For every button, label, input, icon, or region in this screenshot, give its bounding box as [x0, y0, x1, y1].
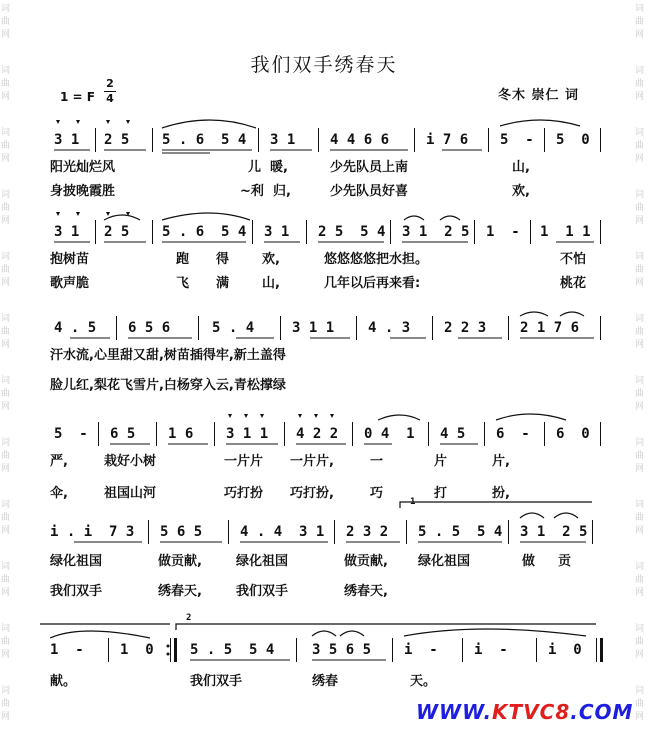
watermark-char: 网 — [635, 402, 645, 412]
lyric: 几年以后再来看: — [324, 276, 421, 291]
watermark-char: 曲 — [635, 389, 645, 399]
lyric-line — [0, 376, 648, 396]
watermark-char: 曲 — [635, 451, 645, 461]
measure: 3 1 2 5 — [402, 224, 470, 240]
lyric: 跑 — [176, 252, 190, 267]
lyric-line — [0, 484, 648, 504]
lyric: 飞 — [176, 276, 190, 291]
lyric: 做贡献, — [158, 554, 202, 569]
watermark-char: 词 — [635, 66, 645, 76]
lyric: ~利 归, — [240, 184, 291, 199]
lyric-line — [0, 182, 648, 202]
measure: 3 1 1 — [292, 320, 335, 336]
lyric: 我们双手 — [236, 584, 289, 599]
lyric: 巧 — [370, 486, 384, 501]
measure: 3 1 — [270, 132, 296, 148]
logo-www: WWW. — [416, 700, 493, 724]
lyric: 悠悠悠悠把水担。 — [324, 252, 429, 267]
watermark-char: 曲 — [1, 203, 11, 213]
measure: i - — [404, 642, 438, 658]
watermark-char: 网 — [1, 30, 11, 40]
watermark-char: 曲 — [1, 17, 11, 27]
notation-row — [0, 522, 648, 542]
watermark-char: 网 — [635, 588, 645, 598]
measure: 1 - — [486, 224, 520, 240]
lyric: 汗水流,心里甜又甜,树苗插得牢,新土盖得 — [50, 348, 286, 363]
watermark-char: 网 — [1, 650, 11, 660]
watermark-right — [634, 0, 648, 748]
lyric: 严, — [50, 454, 68, 469]
watermark-char: 词 — [635, 4, 645, 14]
lyric: 少先队员好喜 — [330, 184, 409, 199]
watermark-char: 网 — [635, 340, 645, 350]
measure: 3 1 — [54, 224, 80, 240]
watermark-char: 网 — [635, 526, 645, 536]
lyric: 绿化祖国 — [418, 554, 471, 569]
watermark-char: 词 — [635, 314, 645, 324]
watermark-char: 网 — [635, 216, 645, 226]
watermark-char: 曲 — [635, 203, 645, 213]
measure: 2 5 — [104, 224, 130, 240]
lyric: 歌声脆 — [50, 276, 90, 291]
watermark-char: 词 — [1, 252, 11, 262]
lyric: 脸儿红,梨花飞雪片,白杨穿入云,青松撑绿 — [50, 378, 286, 393]
watermark-char: 词 — [635, 252, 645, 262]
measure: 5 . 5 5 4 — [190, 642, 275, 658]
measure: 4 . 3 — [368, 320, 411, 336]
lyric: 山, — [512, 160, 530, 175]
lyric: 一片片 — [224, 454, 264, 469]
watermark-char: 曲 — [635, 17, 645, 27]
watermark-char: 词 — [635, 562, 645, 572]
lyric: 伞, — [50, 486, 68, 501]
lyric: 不怕 — [560, 252, 587, 267]
watermark-char: 曲 — [1, 141, 11, 151]
watermark-char: 网 — [1, 154, 11, 164]
measure: 3 5 6 5 — [312, 642, 372, 658]
lyric: 绿化祖国 — [236, 554, 289, 569]
measure: 6 - — [496, 426, 530, 442]
measure: 1 1 1 — [540, 224, 591, 240]
lyric: 献。 — [50, 674, 77, 689]
lyric: 儿 暖, — [248, 160, 288, 175]
watermark-left — [0, 0, 14, 748]
watermark-char: 词 — [1, 128, 11, 138]
lyric: 抱树苗 — [50, 252, 90, 267]
watermark-char: 词 — [1, 500, 11, 510]
measure: 5 . 6 5 4 — [162, 132, 247, 148]
lyric-line — [0, 452, 648, 472]
watermark-char: 网 — [635, 154, 645, 164]
watermark-char: 网 — [635, 650, 645, 660]
measure: 6 5 — [110, 426, 136, 442]
measure: 3 1 1 — [226, 426, 269, 442]
measure: 5 . 5 5 4 — [418, 524, 503, 540]
watermark-char: 网 — [1, 526, 11, 536]
lyric: 桃花 — [560, 276, 587, 291]
measure: 3 1 — [54, 132, 80, 148]
site-logo — [416, 700, 633, 724]
watermark-char: 词 — [1, 686, 11, 696]
watermark-char: 网 — [635, 712, 645, 722]
measure: 2 1 7 6 — [520, 320, 580, 336]
lyric: 一 — [370, 454, 384, 469]
notation-row — [0, 130, 648, 150]
watermark-char: 曲 — [1, 79, 11, 89]
notation-row — [0, 318, 648, 338]
lyricist: 冬木 崇仁 词 — [498, 88, 580, 103]
measure: 6 5 6 — [128, 320, 171, 336]
measure: i - — [474, 642, 508, 658]
watermark-char: 曲 — [635, 699, 645, 709]
measure: 4 4 6 6 — [330, 132, 390, 148]
watermark-char: 曲 — [1, 513, 11, 523]
watermark-char: 词 — [1, 624, 11, 634]
watermark-char: 网 — [635, 30, 645, 40]
lyric: 巧打扮 — [224, 486, 264, 501]
lyric: 绣春天, — [344, 584, 388, 599]
logo-com: .COM — [570, 700, 634, 724]
lyric: 打 — [434, 486, 448, 501]
measure: 4 2 2 — [296, 426, 339, 442]
volta-2-label: 2 — [186, 613, 192, 623]
watermark-char: 词 — [1, 314, 11, 324]
measure: i . i 7 3 — [50, 524, 135, 540]
watermark-char: 网 — [1, 216, 11, 226]
watermark-char: 曲 — [1, 327, 11, 337]
watermark-char: 词 — [1, 4, 11, 14]
measure: 2 5 5 4 — [318, 224, 386, 240]
measure: 5 - — [500, 132, 534, 148]
lyric: 欢, — [262, 252, 280, 267]
lyric: 我们双手 — [190, 674, 243, 689]
watermark-char: 曲 — [635, 575, 645, 585]
lyric: 绿化祖国 — [50, 554, 103, 569]
measure: 5 . 4 — [212, 320, 255, 336]
key-signature: 1 = F — [60, 90, 95, 104]
watermark-char: 词 — [1, 66, 11, 76]
measure: 3 1 2 5 — [520, 524, 588, 540]
watermark-char: 词 — [635, 190, 645, 200]
measure: 3 1 — [264, 224, 290, 240]
time-signature-bottom: 4 — [106, 92, 114, 105]
logo-ktv: KTVC8 — [492, 700, 571, 724]
watermark-char: 词 — [635, 686, 645, 696]
lyric: 绣春 — [312, 674, 339, 689]
measure: 1 - — [50, 642, 84, 658]
watermark-char: 曲 — [1, 699, 11, 709]
watermark-char: 词 — [1, 562, 11, 572]
measure: 5 0 — [556, 132, 590, 148]
lyric-line — [0, 274, 648, 294]
watermark-char: 词 — [1, 376, 11, 386]
watermark-char: 网 — [1, 402, 11, 412]
lyric-line — [0, 672, 648, 692]
lyric: 山, — [262, 276, 280, 291]
lyric: 巧打扮, — [290, 486, 334, 501]
measure: i 7 6 — [426, 132, 469, 148]
lyric-line — [0, 158, 648, 178]
measure: 4 . 4 3 1 — [240, 524, 325, 540]
watermark-char: 曲 — [635, 265, 645, 275]
watermark-char: 曲 — [635, 513, 645, 523]
volta-1-label: 1 — [410, 497, 416, 507]
watermark-char: 词 — [635, 624, 645, 634]
measure: 5 . 6 5 4 — [162, 224, 247, 240]
notation-row — [0, 640, 648, 660]
notation-row — [0, 222, 648, 242]
song-title: 我们双手绣春天 — [250, 54, 398, 76]
lyric: 满 — [216, 276, 230, 291]
watermark-char: 词 — [635, 376, 645, 386]
watermark-char: 网 — [1, 588, 11, 598]
watermark-char: 曲 — [1, 265, 11, 275]
watermark-char: 词 — [1, 438, 11, 448]
lyric: 做 — [522, 554, 536, 569]
watermark-char: 曲 — [635, 79, 645, 89]
watermark-char: 词 — [1, 190, 11, 200]
lyric: 栽好小树 — [104, 454, 157, 469]
lyric: 贡 — [558, 554, 572, 569]
measure: 2 3 2 — [346, 524, 389, 540]
lyric: 扮, — [492, 486, 510, 501]
measure: 6 0 — [556, 426, 590, 442]
watermark-char: 网 — [1, 712, 11, 722]
watermark-char: 网 — [635, 92, 645, 102]
watermark-char: 网 — [635, 278, 645, 288]
measure: 1 0 — [120, 642, 154, 658]
watermark-char: 词 — [635, 438, 645, 448]
time-signature-top: 2 — [106, 77, 114, 90]
watermark-char: 曲 — [1, 451, 11, 461]
lyric-line — [0, 250, 648, 270]
lyric: 绣春天, — [158, 584, 202, 599]
lyric: 我们双手 — [50, 584, 103, 599]
lyric: 少先队员上南 — [330, 160, 409, 175]
lyric: 片, — [492, 454, 510, 469]
lyric: 身披晚霞胜 — [50, 184, 116, 199]
watermark-char: 曲 — [1, 637, 11, 647]
measure: 1 6 — [168, 426, 194, 442]
watermark-char: 曲 — [635, 327, 645, 337]
watermark-char: 曲 — [1, 389, 11, 399]
measure: 5 - — [54, 426, 88, 442]
measure: 5 6 5 — [160, 524, 203, 540]
watermark-char: 网 — [1, 92, 11, 102]
lyric: 得 — [216, 252, 230, 267]
measure: i 0 — [548, 642, 582, 658]
watermark-char: 网 — [1, 278, 11, 288]
lyric-line — [0, 346, 648, 366]
measure: 4 . 5 — [54, 320, 97, 336]
measure: 0 4 1 — [364, 426, 415, 442]
lyric-line — [0, 582, 648, 602]
watermark-char: 网 — [1, 464, 11, 474]
lyric-line — [0, 552, 648, 572]
time-signature — [104, 78, 116, 105]
lyric: 片 — [434, 454, 448, 469]
lyric: 祖国山河 — [104, 486, 157, 501]
lyric: 天。 — [410, 674, 437, 689]
measure: 2 2 3 — [444, 320, 487, 336]
watermark-char: 网 — [1, 340, 11, 350]
watermark-char: 曲 — [635, 141, 645, 151]
lyric: 一片片, — [290, 454, 334, 469]
measure: 4 5 — [440, 426, 466, 442]
watermark-char: 网 — [635, 464, 645, 474]
watermark-char: 曲 — [635, 637, 645, 647]
measure: 2 5 — [104, 132, 130, 148]
watermark-char: 词 — [635, 128, 645, 138]
lyric: 阳光灿烂风 — [50, 160, 116, 175]
lyric: 做贡献, — [344, 554, 388, 569]
watermark-char: 词 — [635, 500, 645, 510]
watermark-char: 曲 — [1, 575, 11, 585]
lyric: 欢, — [512, 184, 530, 199]
